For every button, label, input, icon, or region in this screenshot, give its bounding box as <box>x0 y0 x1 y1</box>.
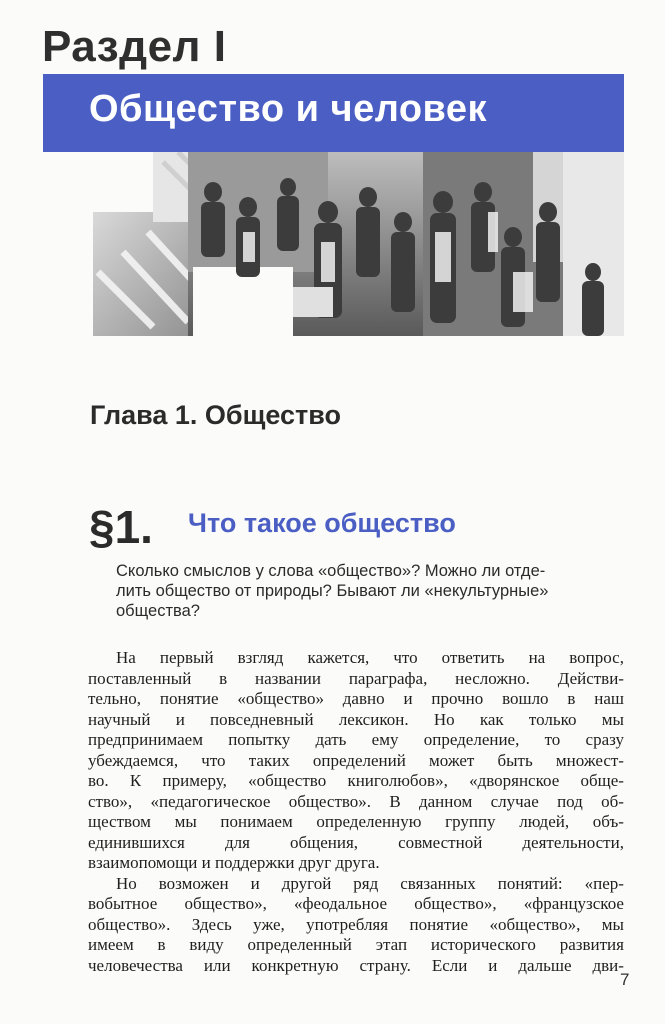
crowd-photo <box>93 152 624 336</box>
intro-line: Сколько смыслов у слова «общество»? Можно ли отде- <box>116 562 546 580</box>
body-line: взаимопомощи и поддержки друг друга. <box>88 853 380 872</box>
body-line: имеем в виду определенный этап исторического развития <box>88 935 624 954</box>
body-line: общество». Здесь уже, употребляя понятие «общество», мы <box>88 914 624 934</box>
body-line: предпринимаем попытку дать ему определение, то сразу <box>88 730 624 749</box>
body-line: тельно, понятие «общество» давно и прочно вошло в наш <box>88 689 624 708</box>
body-line: убеждаемся, что таких определений может быть множест- <box>88 750 624 770</box>
intro-line: общества? <box>116 602 200 620</box>
paragraph-number: §1. <box>89 501 153 553</box>
section-title-band <box>43 74 624 152</box>
chapter-title: Глава 1. Общество <box>90 400 342 430</box>
page-number: 7 <box>620 970 630 989</box>
intro-line: лить общество от природы? Бывают ли «некультурные» <box>116 582 549 600</box>
body-line: научный и повседневный лексикон. Но как только мы <box>88 709 624 729</box>
section-title: Общество и человек <box>89 88 488 130</box>
body-line: Но возможен и другой ряд связанных понятий: «пер- <box>116 873 624 893</box>
body-text <box>88 648 624 976</box>
crowd-photo-image <box>93 152 624 336</box>
section-label: Раздел I <box>42 22 227 71</box>
body-line: вобытное общество», «феодальное общество», «французское <box>88 894 624 913</box>
paragraph-title: Что такое общество <box>188 508 456 538</box>
body-line: На первый взгляд кажется, что ответить на вопрос, <box>116 648 624 667</box>
body-line: во. К примеру, «общество книголюбов», «дворянское обще- <box>88 771 624 790</box>
body-line: ство», «педагогическое общество». В данном случае под об- <box>88 791 624 811</box>
intro-questions <box>116 561 624 621</box>
body-line: человечества или конкретную страну. Если и дальше дви- <box>88 955 624 975</box>
body-line: единившихся для общения, совместной деятельности, <box>88 832 624 852</box>
body-line: поставленный в названии параграфа, несложно. Действи- <box>88 668 624 688</box>
body-line: ществом мы понимаем определенную группу людей, объ- <box>88 812 624 831</box>
